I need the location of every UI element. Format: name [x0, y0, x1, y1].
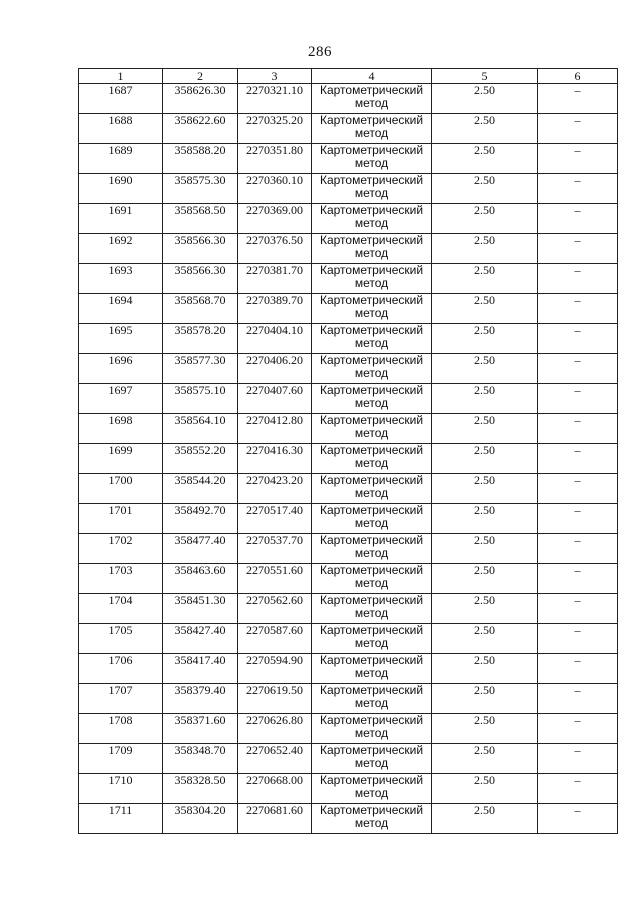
point-number-cell: 1701	[79, 504, 163, 534]
x-coordinate-cell: 358304.20	[163, 804, 238, 834]
y-coordinate-cell: 2270407.60	[238, 384, 312, 414]
method-cell: Картометрический метод	[312, 324, 432, 354]
precision-cell: 2.50	[432, 504, 538, 534]
note-cell: –	[538, 744, 618, 774]
note-cell: –	[538, 354, 618, 384]
method-cell: Картометрический метод	[312, 444, 432, 474]
precision-cell: 2.50	[432, 84, 538, 114]
point-number-cell: 1691	[79, 204, 163, 234]
x-coordinate-cell: 358577.30	[163, 354, 238, 384]
precision-cell: 2.50	[432, 474, 538, 504]
point-number-cell: 1692	[79, 234, 163, 264]
y-coordinate-cell: 2270389.70	[238, 294, 312, 324]
y-coordinate-cell: 2270404.10	[238, 324, 312, 354]
precision-cell: 2.50	[432, 744, 538, 774]
precision-cell: 2.50	[432, 624, 538, 654]
precision-cell: 2.50	[432, 174, 538, 204]
header-cell-5: 5	[432, 69, 538, 84]
note-cell: –	[538, 294, 618, 324]
precision-cell: 2.50	[432, 594, 538, 624]
note-cell: –	[538, 774, 618, 804]
table-row	[79, 234, 618, 264]
method-cell: Картометрический метод	[312, 714, 432, 744]
note-cell: –	[538, 144, 618, 174]
header-cell-1: 1	[79, 69, 163, 84]
table-row	[79, 174, 618, 204]
y-coordinate-cell: 2270587.60	[238, 624, 312, 654]
note-cell: –	[538, 534, 618, 564]
x-coordinate-cell: 358568.70	[163, 294, 238, 324]
x-coordinate-cell: 358371.60	[163, 714, 238, 744]
method-cell: Картометрический метод	[312, 234, 432, 264]
y-coordinate-cell: 2270551.60	[238, 564, 312, 594]
method-cell: Картометрический метод	[312, 84, 432, 114]
point-number-cell: 1694	[79, 294, 163, 324]
x-coordinate-cell: 358463.60	[163, 564, 238, 594]
point-number-cell: 1690	[79, 174, 163, 204]
note-cell: –	[538, 384, 618, 414]
point-number-cell: 1696	[79, 354, 163, 384]
y-coordinate-cell: 2270351.80	[238, 144, 312, 174]
x-coordinate-cell: 358622.60	[163, 114, 238, 144]
point-number-cell: 1707	[79, 684, 163, 714]
method-cell: Картометрический метод	[312, 264, 432, 294]
note-cell: –	[538, 444, 618, 474]
method-cell: Картометрический метод	[312, 744, 432, 774]
precision-cell: 2.50	[432, 204, 538, 234]
table-row	[79, 804, 618, 834]
table-row	[79, 774, 618, 804]
point-number-cell: 1695	[79, 324, 163, 354]
table-row	[79, 384, 618, 414]
table-row	[79, 264, 618, 294]
table-header-row	[79, 69, 618, 84]
x-coordinate-cell: 358588.20	[163, 144, 238, 174]
method-cell: Картометрический метод	[312, 624, 432, 654]
y-coordinate-cell: 2270376.50	[238, 234, 312, 264]
precision-cell: 2.50	[432, 534, 538, 564]
point-number-cell: 1700	[79, 474, 163, 504]
y-coordinate-cell: 2270668.00	[238, 774, 312, 804]
table-row	[79, 414, 618, 444]
y-coordinate-cell: 2270423.20	[238, 474, 312, 504]
y-coordinate-cell: 2270416.30	[238, 444, 312, 474]
precision-cell: 2.50	[432, 774, 538, 804]
y-coordinate-cell: 2270369.00	[238, 204, 312, 234]
table-row	[79, 444, 618, 474]
header-cell-2: 2	[163, 69, 238, 84]
method-cell: Картометрический метод	[312, 354, 432, 384]
x-coordinate-cell: 358578.20	[163, 324, 238, 354]
table-row	[79, 594, 618, 624]
point-number-cell: 1688	[79, 114, 163, 144]
precision-cell: 2.50	[432, 144, 538, 174]
note-cell: –	[538, 594, 618, 624]
point-number-cell: 1708	[79, 714, 163, 744]
method-cell: Картометрический метод	[312, 294, 432, 324]
coordinates-table	[78, 68, 618, 834]
note-cell: –	[538, 654, 618, 684]
point-number-cell: 1689	[79, 144, 163, 174]
x-coordinate-cell: 358626.30	[163, 84, 238, 114]
y-coordinate-cell: 2270406.20	[238, 354, 312, 384]
note-cell: –	[538, 504, 618, 534]
precision-cell: 2.50	[432, 294, 538, 324]
y-coordinate-cell: 2270626.80	[238, 714, 312, 744]
method-cell: Картометрический метод	[312, 564, 432, 594]
note-cell: –	[538, 624, 618, 654]
method-cell: Картометрический метод	[312, 534, 432, 564]
precision-cell: 2.50	[432, 804, 538, 834]
x-coordinate-cell: 358348.70	[163, 744, 238, 774]
note-cell: –	[538, 564, 618, 594]
x-coordinate-cell: 358568.50	[163, 204, 238, 234]
method-cell: Картометрический метод	[312, 684, 432, 714]
x-coordinate-cell: 358566.30	[163, 234, 238, 264]
x-coordinate-cell: 358575.30	[163, 174, 238, 204]
table-row	[79, 504, 618, 534]
precision-cell: 2.50	[432, 324, 538, 354]
point-number-cell: 1709	[79, 744, 163, 774]
y-coordinate-cell: 2270594.90	[238, 654, 312, 684]
table-row	[79, 624, 618, 654]
note-cell: –	[538, 174, 618, 204]
x-coordinate-cell: 358417.40	[163, 654, 238, 684]
y-coordinate-cell: 2270619.50	[238, 684, 312, 714]
method-cell: Картометрический метод	[312, 174, 432, 204]
x-coordinate-cell: 358566.30	[163, 264, 238, 294]
point-number-cell: 1698	[79, 414, 163, 444]
y-coordinate-cell: 2270681.60	[238, 804, 312, 834]
precision-cell: 2.50	[432, 234, 538, 264]
y-coordinate-cell: 2270537.70	[238, 534, 312, 564]
table-row	[79, 144, 618, 174]
point-number-cell: 1687	[79, 84, 163, 114]
table-row	[79, 84, 618, 114]
method-cell: Картометрический метод	[312, 804, 432, 834]
header-cell-6: 6	[538, 69, 618, 84]
table-row	[79, 564, 618, 594]
point-number-cell: 1697	[79, 384, 163, 414]
y-coordinate-cell: 2270381.70	[238, 264, 312, 294]
y-coordinate-cell: 2270562.60	[238, 594, 312, 624]
precision-cell: 2.50	[432, 414, 538, 444]
table-row	[79, 324, 618, 354]
method-cell: Картометрический метод	[312, 114, 432, 144]
precision-cell: 2.50	[432, 564, 538, 594]
point-number-cell: 1699	[79, 444, 163, 474]
method-cell: Картометрический метод	[312, 504, 432, 534]
precision-cell: 2.50	[432, 114, 538, 144]
point-number-cell: 1710	[79, 774, 163, 804]
precision-cell: 2.50	[432, 264, 538, 294]
table-row	[79, 114, 618, 144]
point-number-cell: 1705	[79, 624, 163, 654]
precision-cell: 2.50	[432, 714, 538, 744]
point-number-cell: 1702	[79, 534, 163, 564]
point-number-cell: 1706	[79, 654, 163, 684]
y-coordinate-cell: 2270325.20	[238, 114, 312, 144]
y-coordinate-cell: 2270652.40	[238, 744, 312, 774]
header-cell-4: 4	[312, 69, 432, 84]
method-cell: Картометрический метод	[312, 204, 432, 234]
note-cell: –	[538, 264, 618, 294]
method-cell: Картометрический метод	[312, 594, 432, 624]
method-cell: Картометрический метод	[312, 654, 432, 684]
note-cell: –	[538, 114, 618, 144]
x-coordinate-cell: 358575.10	[163, 384, 238, 414]
method-cell: Картометрический метод	[312, 144, 432, 174]
precision-cell: 2.50	[432, 684, 538, 714]
table-row	[79, 354, 618, 384]
precision-cell: 2.50	[432, 354, 538, 384]
y-coordinate-cell: 2270360.10	[238, 174, 312, 204]
x-coordinate-cell: 358328.50	[163, 774, 238, 804]
table-row	[79, 684, 618, 714]
note-cell: –	[538, 474, 618, 504]
point-number-cell: 1704	[79, 594, 163, 624]
table-row	[79, 714, 618, 744]
table-row	[79, 744, 618, 774]
precision-cell: 2.50	[432, 444, 538, 474]
precision-cell: 2.50	[432, 384, 538, 414]
table-row	[79, 204, 618, 234]
method-cell: Картометрический метод	[312, 774, 432, 804]
y-coordinate-cell: 2270321.10	[238, 84, 312, 114]
point-number-cell: 1703	[79, 564, 163, 594]
x-coordinate-cell: 358427.40	[163, 624, 238, 654]
point-number-cell: 1693	[79, 264, 163, 294]
method-cell: Картометрический метод	[312, 384, 432, 414]
x-coordinate-cell: 358477.40	[163, 534, 238, 564]
page-number: 286	[308, 44, 332, 60]
note-cell: –	[538, 324, 618, 354]
y-coordinate-cell: 2270517.40	[238, 504, 312, 534]
method-cell: Картометрический метод	[312, 474, 432, 504]
note-cell: –	[538, 204, 618, 234]
x-coordinate-cell: 358492.70	[163, 504, 238, 534]
note-cell: –	[538, 714, 618, 744]
x-coordinate-cell: 358451.30	[163, 594, 238, 624]
note-cell: –	[538, 414, 618, 444]
point-number-cell: 1711	[79, 804, 163, 834]
table-row	[79, 294, 618, 324]
table-row	[79, 474, 618, 504]
precision-cell: 2.50	[432, 654, 538, 684]
note-cell: –	[538, 234, 618, 264]
x-coordinate-cell: 358552.20	[163, 444, 238, 474]
x-coordinate-cell: 358544.20	[163, 474, 238, 504]
method-cell: Картометрический метод	[312, 414, 432, 444]
y-coordinate-cell: 2270412.80	[238, 414, 312, 444]
table-row	[79, 534, 618, 564]
table-row	[79, 654, 618, 684]
note-cell: –	[538, 804, 618, 834]
x-coordinate-cell: 358564.10	[163, 414, 238, 444]
note-cell: –	[538, 684, 618, 714]
x-coordinate-cell: 358379.40	[163, 684, 238, 714]
header-cell-3: 3	[238, 69, 312, 84]
note-cell: –	[538, 84, 618, 114]
